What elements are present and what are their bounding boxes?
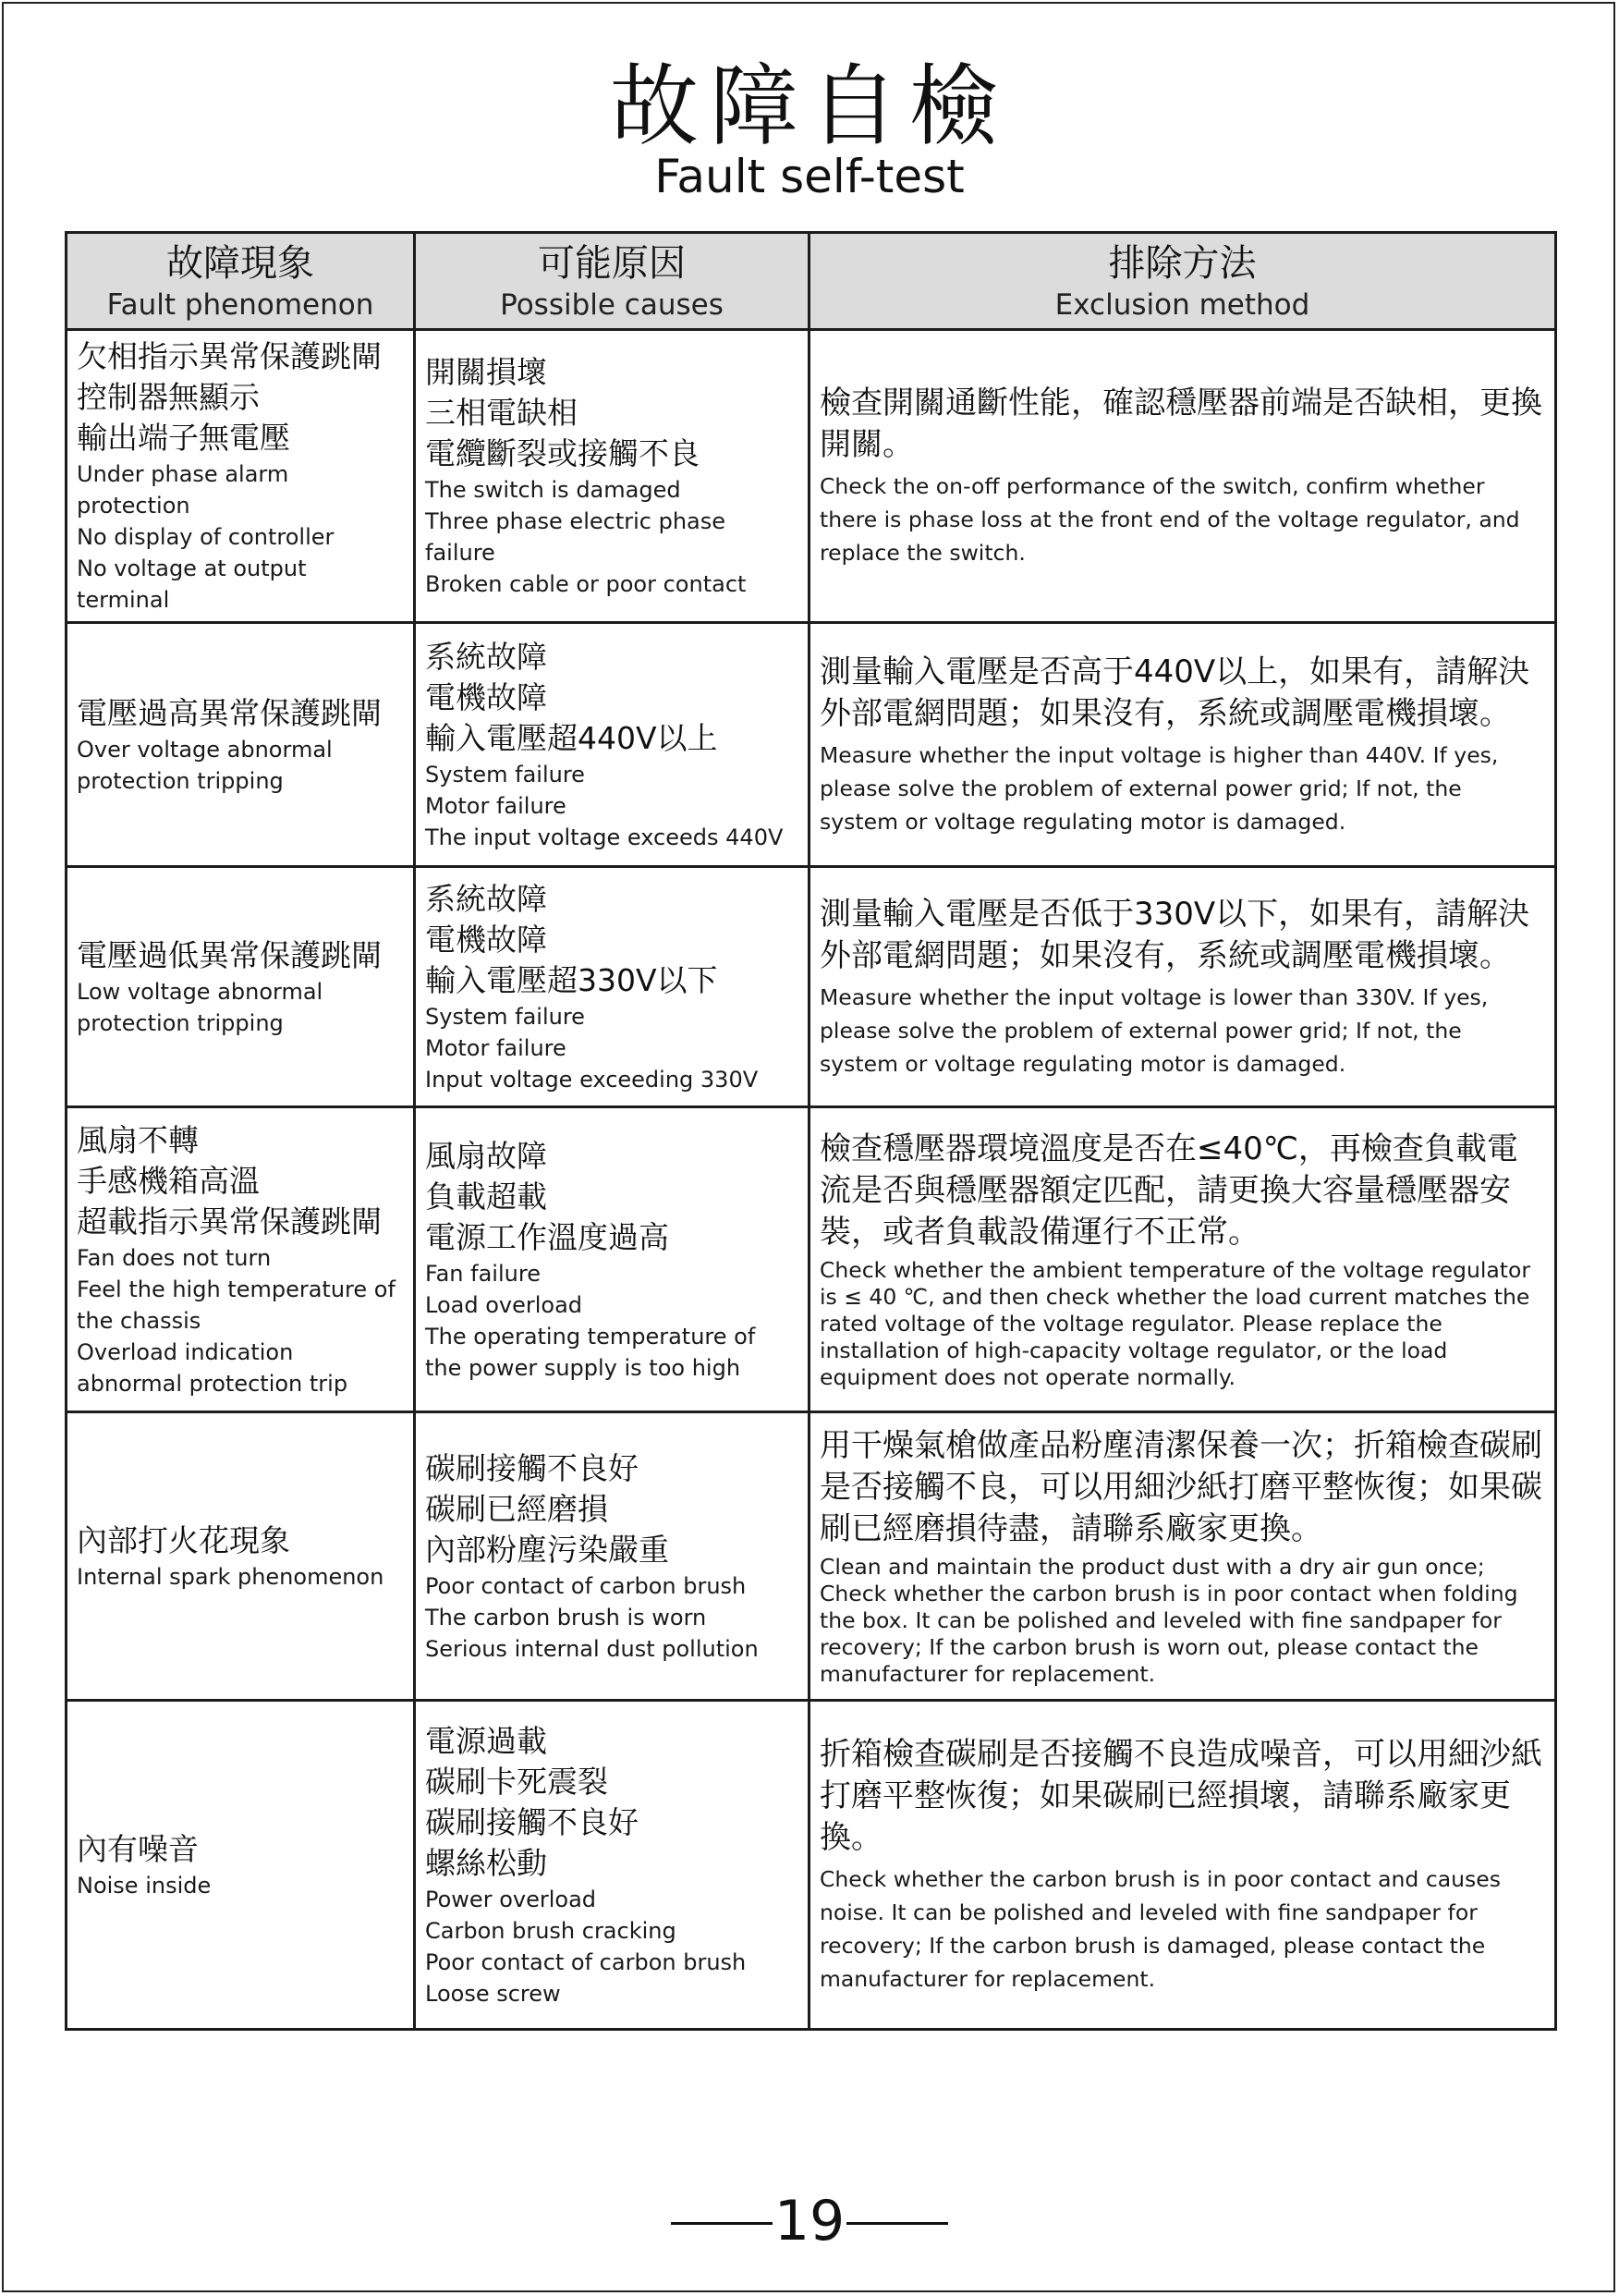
cause-zh-line: 負載超載	[425, 1178, 547, 1215]
cause-en-line: The switch is damaged	[425, 477, 681, 503]
cause-en-line: Motor failure	[425, 792, 566, 819]
method-en-text: Check whether the ambient temperature of the voltage regulator is ≤ 40 ℃, and then check whether the load current matches the rated voltage of the voltage regulator. Please replace the installation of high-capacity voltage regulator, or the load equipment does not operate normally.	[820, 1256, 1531, 1390]
cause-zh-line: 輸入電壓超330V以下	[425, 961, 718, 998]
causes-cell	[415, 1701, 810, 2030]
phenomenon-cell	[67, 1107, 415, 1412]
cause-zh-line: 碳刷卡死震裂	[425, 1763, 608, 1800]
page-number: 19	[773, 2189, 846, 2253]
cause-en-line: Three phase electric phase failure	[425, 508, 726, 566]
phenomenon-zh-line: 風扇不轉	[77, 1121, 199, 1158]
table-row	[67, 1412, 1556, 1701]
causes-cell	[415, 330, 810, 623]
cause-en-line: The input voltage exceeds 440V	[425, 824, 784, 850]
method-zh-text: 測量輸入電壓是否低于330V以下，如果有，請解決外部電網問題；如果沒有，系統或調壓電機損壞。	[820, 895, 1530, 974]
page-title-chinese: 故障自檢	[610, 55, 1009, 158]
phenomenon-cell	[67, 1701, 415, 2030]
method-zh-text: 測量輸入電壓是否高于440V以上，如果有，請解決外部電網問題；如果沒有，系統或調壓電機損壞。	[820, 653, 1530, 732]
phenomenon-en-line: Under phase alarm protection	[77, 461, 289, 519]
phenomenon-cell	[67, 867, 415, 1107]
cause-en-line: System failure	[425, 1003, 585, 1030]
cause-zh-line: 碳刷接觸不良好	[425, 1803, 639, 1840]
causes-cell	[415, 867, 810, 1107]
cause-zh-line: 系統故障	[425, 638, 547, 675]
cause-en-line: The carbon brush is worn	[425, 1604, 707, 1630]
header-causes-en: Possible causes	[500, 288, 724, 322]
method-cell	[810, 867, 1556, 1107]
causes-cell	[415, 1107, 810, 1412]
phenomenon-en-line: protection tripping	[77, 767, 284, 794]
table-row	[67, 623, 1556, 867]
header-causes-zh: 可能原因	[538, 242, 686, 285]
cause-en-line: Serious internal dust pollution	[425, 1635, 759, 1662]
method-cell	[810, 623, 1556, 867]
cause-zh-line: 電纜斷裂或接觸不良	[425, 435, 700, 471]
cause-zh-line: 輸入電壓超440V以上	[425, 719, 718, 756]
table-row	[67, 867, 1556, 1107]
method-en-text: Measure whether the input voltage is higher than 440V. If yes, please solve the problem of external power grid; If not, the system or voltage regulating motor is damaged.	[820, 741, 1499, 835]
phenomenon-en-line: Overload indication abnormal protection trip	[77, 1338, 348, 1397]
header-causes	[415, 233, 810, 330]
cause-zh-line: 電源過載	[425, 1722, 547, 1759]
header-method-zh: 排除方法	[1108, 242, 1257, 285]
phenomenon-en-line: Internal spark phenomenon	[77, 1563, 384, 1590]
header-phenomenon	[67, 233, 415, 330]
phenomenon-en-line: Over voltage abnormal	[77, 736, 333, 763]
causes-cell	[415, 623, 810, 867]
phenomenon-zh-line: 內有噪音	[77, 1830, 199, 1867]
phenomenon-en-line: Feel the high temperature of the chassis	[77, 1276, 396, 1334]
cause-en-line: Load overload	[425, 1291, 583, 1318]
phenomenon-en-line: No display of controller	[77, 524, 335, 550]
phenomenon-zh-line: 超載指示異常保護跳閘	[77, 1203, 382, 1240]
table-header-row	[67, 233, 1556, 330]
phenomenon-en-line: Fan does not turn	[77, 1244, 272, 1271]
phenomenon-cell	[67, 1412, 415, 1701]
method-cell	[810, 1412, 1556, 1701]
header-method	[810, 233, 1556, 330]
fault-table	[65, 231, 1557, 2031]
phenomenon-en-line: No voltage at output terminal	[77, 556, 307, 613]
cause-en-line: Fan failure	[425, 1260, 541, 1287]
phenomenon-zh-line: 控制器無顯示	[77, 379, 260, 415]
cause-en-line: The operating temperature of the power supply is too high	[425, 1323, 756, 1381]
phenomenon-zh-line: 手感機箱高溫	[77, 1162, 260, 1199]
cause-zh-line: 系統故障	[425, 880, 547, 917]
cause-zh-line: 碳刷已經磨損	[425, 1490, 608, 1527]
table-row	[67, 1701, 1556, 2030]
phenomenon-en-line: protection tripping	[77, 1009, 284, 1036]
cause-zh-line: 三相電缺相	[425, 395, 578, 431]
method-zh-text: 檢查穩壓器環境溫度是否在≤40℃，再檢查負載電流是否與穩壓器額定匹配，請更換大容量穩壓器安裝，或者負載設備運行不正常。	[820, 1130, 1518, 1251]
method-cell	[810, 1107, 1556, 1412]
cause-en-line: Power overload	[425, 1886, 597, 1912]
page-title-english: Fault self-test	[654, 150, 965, 203]
causes-cell	[415, 1412, 810, 1701]
cause-zh-line: 電源工作溫度過高	[425, 1218, 669, 1255]
method-zh-text: 檢查開關通斷性能，確認穩壓器前端是否缺相，更換開關。	[820, 385, 1542, 463]
cause-zh-line: 螺絲松動	[425, 1844, 547, 1881]
method-zh-text: 折箱檢查碳刷是否接觸不良造成噪音，可以用細沙紙打磨平整恢復；如果碳刷已經損壞，請聯系廠家更換。	[820, 1736, 1542, 1856]
cause-en-line: Carbon brush cracking	[425, 1917, 676, 1944]
cause-zh-line: 電機故障	[425, 921, 547, 958]
header-phenomenon-zh: 故障現象	[166, 242, 314, 285]
phenomenon-cell	[67, 623, 415, 867]
cause-en-line: Broken cable or poor contact	[425, 571, 747, 597]
table-row	[67, 1107, 1556, 1412]
cause-zh-line: 碳刷接觸不良好	[425, 1449, 639, 1486]
method-en-text: Clean and maintain the product dust with a dry air gun once; Check whether the carbon brush is in poor contact when folding the box. It can be polished and leveled with fine sandpaper for recovery; If the carbon brush is worn out, please contact the manufacturer for replacement.	[820, 1553, 1518, 1687]
method-en-text: Measure whether the input voltage is lower than 330V. If yes, please solve the problem of external power grid; If not, the system or voltage regulating motor is damaged.	[820, 983, 1489, 1077]
phenomenon-zh-line: 欠相指示異常保護跳閘	[77, 338, 382, 374]
phenomenon-zh-line: 電壓過高異常保護跳閘	[77, 694, 382, 731]
cause-zh-line: 內部粉塵污染嚴重	[425, 1531, 669, 1568]
header-phenomenon-en: Fault phenomenon	[106, 288, 374, 322]
phenomenon-zh-line: 內部打火花現象	[77, 1521, 290, 1558]
cause-en-line: Loose screw	[425, 1980, 561, 2007]
cause-zh-line: 開關損壞	[425, 354, 547, 390]
phenomenon-en-line: Low voltage abnormal	[77, 978, 323, 1005]
cause-en-line: Poor contact of carbon brush	[425, 1948, 747, 1975]
method-zh-text: 用干燥氣槍做產品粉塵清潔保養一次；折箱檢查碳刷是否接觸不良，可以用細沙紙打磨平整恢復；如果碳刷已經磨損待盡，請聯系廠家更換。	[820, 1426, 1542, 1547]
cause-en-line: Poor contact of carbon brush	[425, 1572, 747, 1599]
phenomenon-zh-line: 電壓過低異常保護跳閘	[77, 936, 382, 973]
method-en-text: Check the on-off performance of the switch, confirm whether there is phase loss at the front end of the voltage regulator, and replace the switch.	[820, 473, 1520, 566]
phenomenon-en-line: Noise inside	[77, 1872, 212, 1899]
cause-en-line: System failure	[425, 761, 585, 788]
cause-en-line: Motor failure	[425, 1034, 566, 1061]
method-en-text: Check whether the carbon brush is in poor contact and causes noise. It can be polished and leveled with fine sandpaper for recovery; If the carbon brush is damaged, please contact the manufacturer for replacement.	[820, 1866, 1501, 1992]
phenomenon-zh-line: 輸出端子無電壓	[77, 420, 290, 456]
table-row	[67, 330, 1556, 623]
method-cell	[810, 330, 1556, 623]
cause-zh-line: 電機故障	[425, 678, 547, 715]
cause-zh-line: 風扇故障	[425, 1137, 547, 1174]
cause-en-line: Input voltage exceeding 330V	[425, 1066, 759, 1093]
header-method-en: Exclusion method	[1054, 288, 1310, 322]
page-number-right-rule	[846, 2222, 948, 2225]
method-cell	[810, 1701, 1556, 2030]
phenomenon-cell	[67, 330, 415, 623]
